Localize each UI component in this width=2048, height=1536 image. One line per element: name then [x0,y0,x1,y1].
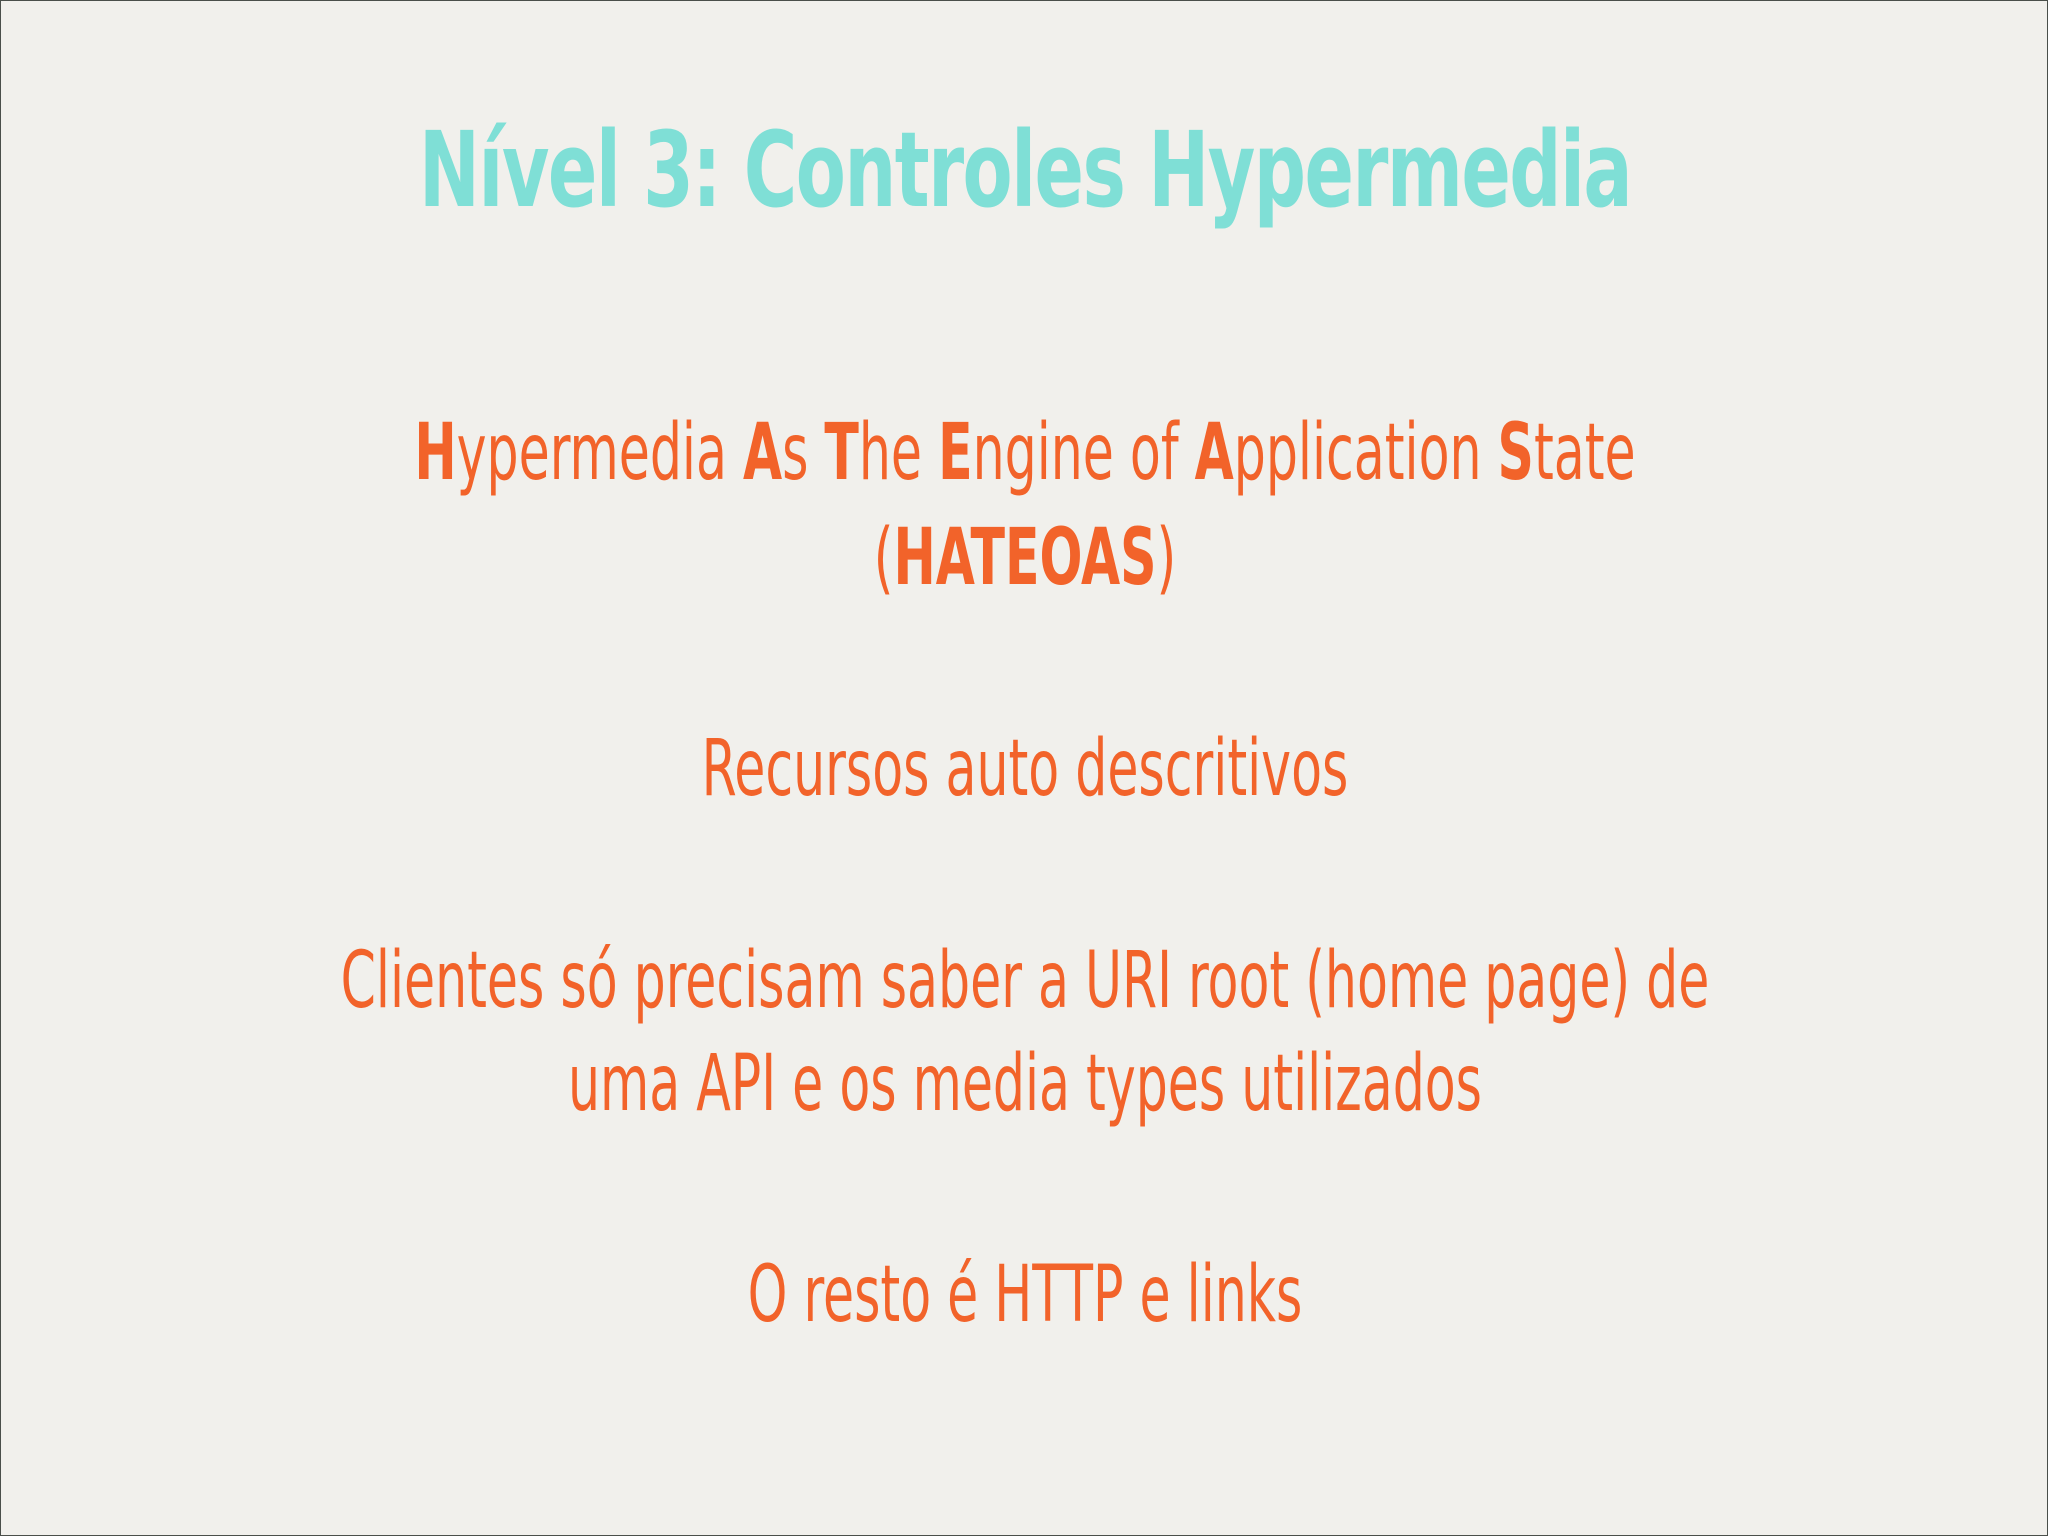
point-http-links: O resto é HTTP e links [747,1250,1303,1340]
close-paren: ) [1156,513,1177,603]
word-rest: s [782,408,825,498]
word-rest: he [858,408,939,498]
point-clients-line-1: Clientes só precisam saber a URI root (home page) de [340,936,1710,1026]
word-rest: tate [1533,408,1636,498]
acronym-text: HATEOAS [893,513,1157,603]
word-rest: ngine of [972,408,1195,498]
initial-a2: A [1194,408,1234,498]
point-clients-line-2: uma API e os media types utilizados [567,1039,1483,1129]
point-self-descriptive: Recursos auto descritivos [701,724,1349,814]
initial-s: S [1497,408,1534,498]
open-paren: ( [873,513,894,603]
initial-h: H [414,408,457,498]
initial-e: E [938,408,973,498]
word-rest: pplication [1233,408,1498,498]
hateoas-expansion [288,408,1763,498]
initial-a: A [742,408,783,498]
slide-title: Nível 3: Controles Hypermedia [418,109,1632,231]
hateoas-acronym [288,513,1763,603]
word-rest: ypermedia [456,408,743,498]
initial-t: T [824,408,859,498]
